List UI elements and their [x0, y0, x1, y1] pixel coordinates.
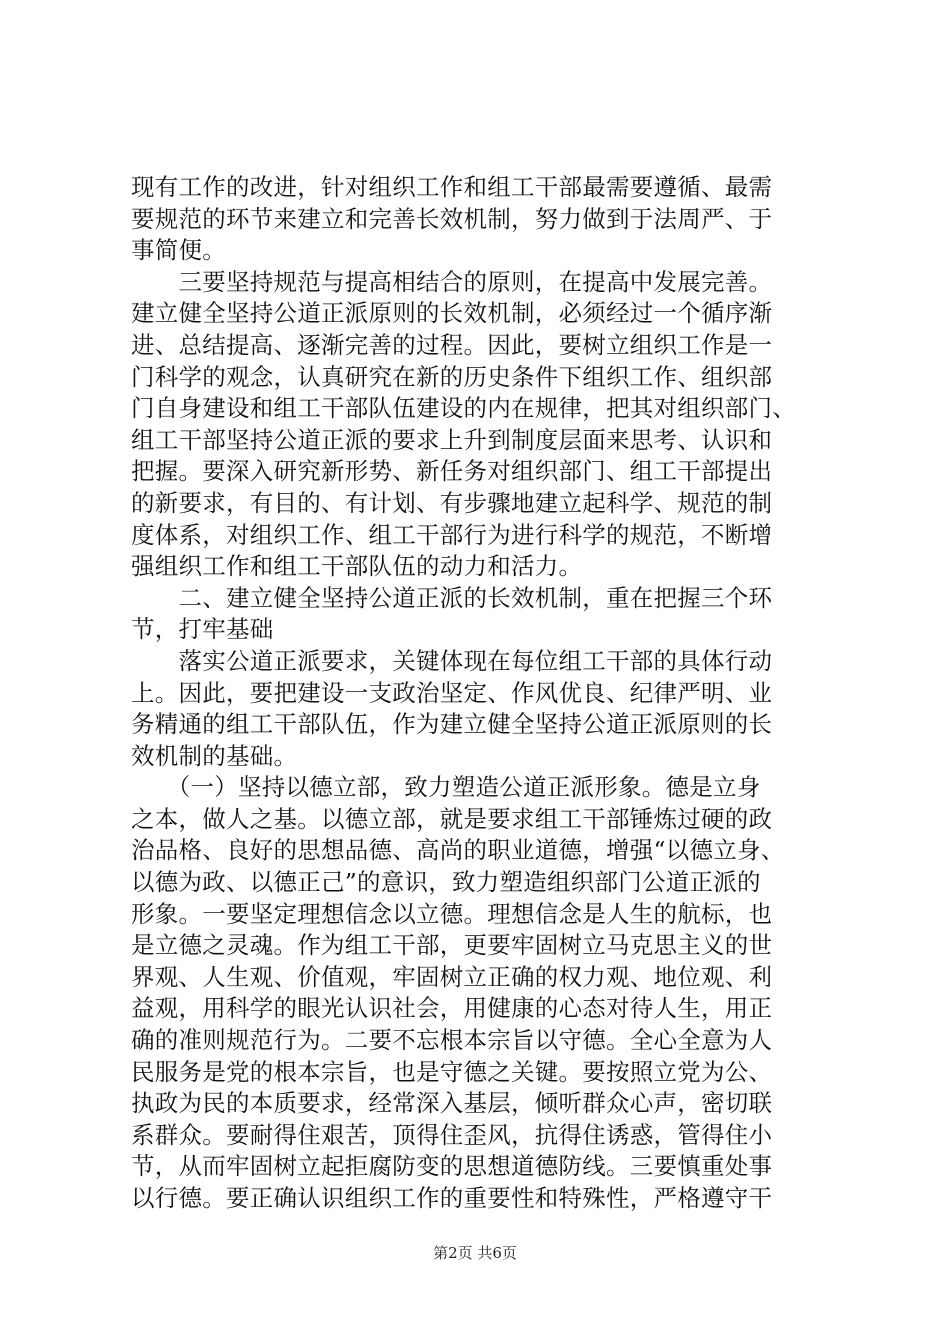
text-line: 度体系，对组织工作、组工干部行为进行科学的规范，不断增 — [131, 520, 773, 549]
text-line: 现有工作的改进，针对组织工作和组工干部最需要遵循、最需 — [131, 173, 773, 201]
text-line: 节，打牢基础 — [131, 615, 274, 644]
section-heading — [131, 583, 825, 646]
paragraph-principle-three — [131, 267, 825, 583]
text-line: 治品格、良好的思想品德、高尚的职业道德，增强“以德立身、 — [131, 836, 785, 865]
text-line: 执政为民的本质要求，经常深入基层，倾听群众心声，密切联 — [131, 1089, 773, 1118]
text-line: 把握。要深入研究新形势、新任务对组织部门、组工干部提出 — [131, 457, 773, 486]
text-line: 之本，做人之基。以德立部，就是要求组工干部锤炼过硬的政 — [131, 804, 773, 833]
text-line: 民服务是党的根本宗旨，也是守德之关键。要按照立党为公、 — [131, 1057, 773, 1086]
text-line: 二、建立健全坚持公道正派的长效机制，重在把握三个环 — [131, 583, 773, 612]
paragraph-morality — [131, 772, 825, 1214]
text-line: 事简便。 — [131, 236, 226, 265]
text-line: 进、总结提高、逐渐完善的过程。因此，要树立组织工作是一 — [131, 330, 773, 359]
text-line: 以行德。要正确认识组织工作的重要性和特殊性，严格遵守干 — [131, 1184, 773, 1212]
page-footer — [0, 1243, 950, 1263]
text-line: 三要坚持规范与提高相结合的原则，在提高中发展完善。 — [131, 267, 773, 296]
text-line: 建立健全坚持公道正派原则的长效机制，必须经过一个循序渐 — [131, 299, 773, 328]
text-line: 益观，用科学的眼光认识社会，用健康的心态对待人生，用正 — [131, 994, 773, 1023]
text-line: 落实公道正派要求，关键体现在每位组工干部的具体行动 — [131, 646, 773, 675]
text-line: 要规范的环节来建立和完善长效机制，努力做到于法周严、于 — [131, 204, 773, 233]
document-body — [131, 172, 825, 1215]
text-line: 形象。一要坚定理想信念以立德。理想信念是人生的航标，也 — [131, 899, 773, 928]
text-line: 系群众。要耐得住艰苦，顶得住歪风，抗得住诱惑，管得住小 — [131, 1120, 773, 1149]
text-line: 门自身建设和组工干部队伍建设的内在规律，把其对组织部门、 — [131, 394, 796, 423]
text-line: 组工干部坚持公道正派的要求上升到制度层面来思考、认识和 — [131, 425, 773, 454]
text-line: 以德为政、以德正己”的意识，致力塑造组织部门公道正派的 — [131, 868, 761, 897]
text-line: 的新要求，有目的、有计划、有步骤地建立起科学、规范的制 — [131, 488, 773, 517]
text-line: 是立德之灵魂。作为组工干部，更要牢固树立马克思主义的世 — [131, 931, 773, 960]
paragraph-continuation — [131, 172, 825, 267]
paragraph-implementation — [131, 646, 825, 772]
text-line: 界观、人生观、价值观，牢固树立正确的权力观、地位观、利 — [131, 962, 773, 991]
text-line: 确的准则规范行为。二要不忘根本宗旨以守德。全心全意为人 — [131, 1026, 773, 1055]
page-number: 第2页 共6页 — [433, 1244, 517, 1262]
text-line: 效机制的基础。 — [131, 741, 298, 770]
text-line: 节，从而牢固树立起拒腐防变的思想道德防线。三要慎重处事 — [131, 1152, 773, 1181]
text-line: 门科学的观念，认真研究在新的历史条件下组织工作、组织部 — [131, 362, 773, 391]
text-line: 务精通的组工干部队伍，作为建立健全坚持公道正派原则的长 — [131, 710, 773, 739]
text-line: 强组织工作和组工干部队伍的动力和活力。 — [131, 552, 583, 581]
text-line: （一）坚持以德立部，致力塑造公道正派形象。德是立身 — [131, 773, 761, 802]
text-line: 上。因此，要把建设一支政治坚定、作风优良、纪律严明、业 — [131, 678, 773, 707]
